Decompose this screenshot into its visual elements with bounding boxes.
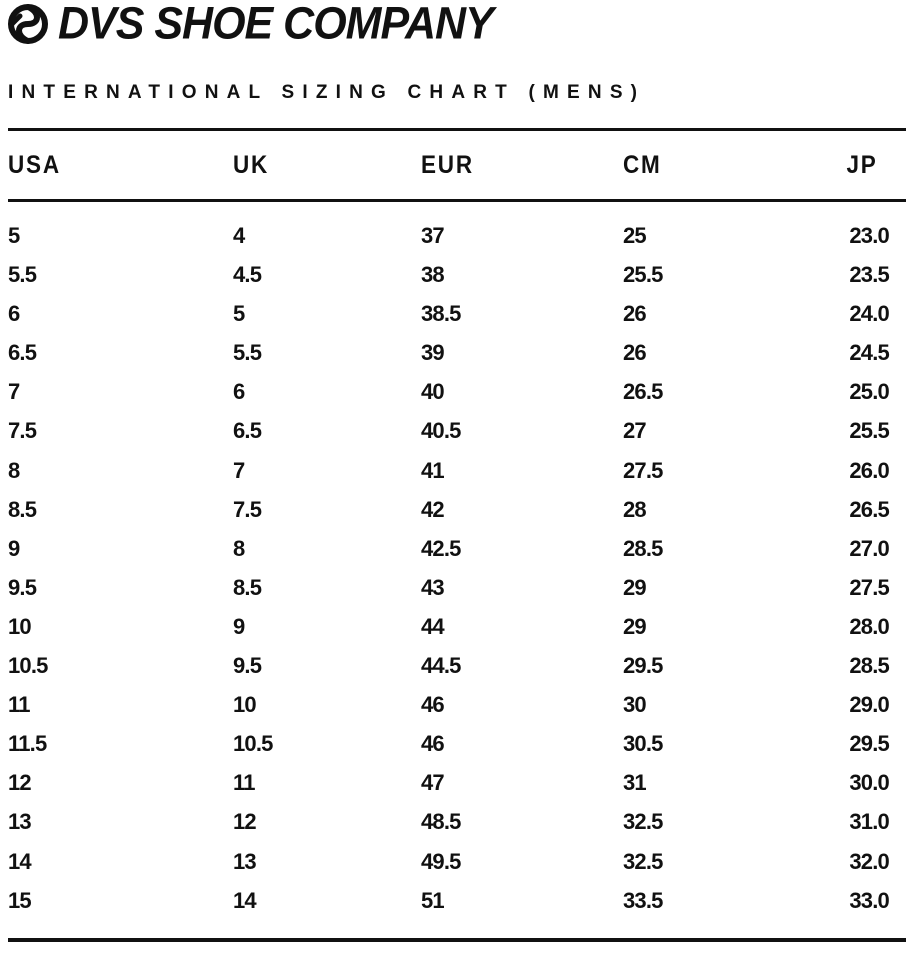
table-row xyxy=(0,726,912,765)
cell-eur: 46 xyxy=(421,731,444,757)
table-row xyxy=(0,609,912,648)
cell-cm: 31 xyxy=(623,770,646,796)
top-divider xyxy=(8,128,906,131)
cell-usa: 8.5 xyxy=(8,496,37,522)
cell-usa: 5.5 xyxy=(8,262,37,288)
table-row xyxy=(0,218,912,257)
cell-jp: 30.0 xyxy=(849,770,889,796)
cell-uk: 5.5 xyxy=(233,340,262,366)
cell-usa: 10 xyxy=(8,613,31,639)
column-header-cm: CM xyxy=(623,151,662,179)
cell-eur: 48.5 xyxy=(421,809,461,835)
cell-uk: 6 xyxy=(233,379,245,405)
cell-cm: 27.5 xyxy=(623,457,663,483)
cell-uk: 12 xyxy=(233,809,256,835)
cell-uk: 10.5 xyxy=(233,731,273,757)
cell-jp: 31.0 xyxy=(849,809,889,835)
cell-cm: 29 xyxy=(623,574,646,600)
cell-uk: 6.5 xyxy=(233,418,262,444)
table-row xyxy=(0,374,912,413)
cell-eur: 38.5 xyxy=(421,301,461,327)
cell-uk: 5 xyxy=(233,301,245,327)
cell-usa: 7 xyxy=(8,379,20,405)
cell-uk: 7 xyxy=(233,457,245,483)
cell-eur: 37 xyxy=(421,223,444,248)
cell-jp: 24.0 xyxy=(849,301,889,327)
cell-cm: 30.5 xyxy=(623,731,663,757)
cell-usa: 10.5 xyxy=(8,653,48,679)
cell-usa: 6.5 xyxy=(8,340,37,366)
cell-eur: 41 xyxy=(421,457,444,483)
brand-header xyxy=(6,0,493,50)
table-row xyxy=(0,257,912,296)
dvs-swirl-logo-icon xyxy=(6,2,50,46)
cell-eur: 51 xyxy=(421,887,444,913)
size-table-body xyxy=(0,218,912,922)
cell-eur: 42.5 xyxy=(421,535,461,561)
cell-usa: 11 xyxy=(8,692,30,718)
cell-eur: 44.5 xyxy=(421,653,461,679)
cell-cm: 33.5 xyxy=(623,887,663,913)
table-row xyxy=(0,804,912,843)
bottom-divider xyxy=(8,938,906,942)
cell-jp: 23.5 xyxy=(849,262,889,288)
cell-uk: 7.5 xyxy=(233,496,262,522)
column-header-uk: UK xyxy=(233,151,270,179)
cell-jp: 28.0 xyxy=(849,613,889,639)
cell-usa: 5 xyxy=(8,223,20,248)
cell-eur: 44 xyxy=(421,613,444,639)
cell-cm: 28.5 xyxy=(623,535,663,561)
table-row xyxy=(0,296,912,335)
cell-usa: 13 xyxy=(8,809,31,835)
table-row xyxy=(0,413,912,452)
cell-eur: 43 xyxy=(421,574,444,600)
table-row xyxy=(0,453,912,492)
cell-cm: 29.5 xyxy=(623,653,663,679)
cell-usa: 11.5 xyxy=(8,731,47,757)
cell-uk: 8 xyxy=(233,535,245,561)
header-divider xyxy=(8,199,906,202)
cell-jp: 23.0 xyxy=(849,223,889,248)
brand-name: DVS SHOE COMPANY xyxy=(58,0,493,50)
cell-cm: 26 xyxy=(623,301,646,327)
cell-uk: 10 xyxy=(233,692,256,718)
cell-usa: 15 xyxy=(8,887,31,913)
table-row xyxy=(0,570,912,609)
cell-usa: 14 xyxy=(8,848,31,874)
cell-uk: 11 xyxy=(233,770,255,796)
cell-jp: 25.0 xyxy=(849,379,889,405)
cell-cm: 29 xyxy=(623,613,646,639)
cell-jp: 26.5 xyxy=(849,496,889,522)
column-header-jp: JP xyxy=(846,151,878,179)
cell-usa: 12 xyxy=(8,770,31,796)
cell-jp: 24.5 xyxy=(849,340,889,366)
cell-jp: 27.5 xyxy=(849,574,889,600)
cell-jp: 29.0 xyxy=(849,692,889,718)
cell-eur: 47 xyxy=(421,770,444,796)
cell-usa: 8 xyxy=(8,457,20,483)
cell-eur: 39 xyxy=(421,340,444,366)
table-row xyxy=(0,765,912,804)
cell-cm: 27 xyxy=(623,418,646,444)
cell-cm: 26.5 xyxy=(623,379,663,405)
cell-jp: 26.0 xyxy=(849,457,889,483)
cell-usa: 9 xyxy=(8,535,20,561)
cell-eur: 38 xyxy=(421,262,444,288)
cell-jp: 33.0 xyxy=(849,887,889,913)
cell-jp: 27.0 xyxy=(849,535,889,561)
cell-eur: 42 xyxy=(421,496,444,522)
cell-cm: 32.5 xyxy=(623,848,663,874)
cell-cm: 30 xyxy=(623,692,646,718)
cell-cm: 32.5 xyxy=(623,809,663,835)
table-row xyxy=(0,687,912,726)
cell-jp: 28.5 xyxy=(849,653,889,679)
cell-jp: 25.5 xyxy=(849,418,889,444)
column-header-usa: USA xyxy=(8,151,61,179)
cell-jp: 32.0 xyxy=(849,848,889,874)
cell-eur: 40.5 xyxy=(421,418,461,444)
cell-cm: 25 xyxy=(623,223,646,248)
cell-uk: 4.5 xyxy=(233,262,262,288)
cell-uk: 8.5 xyxy=(233,574,262,600)
chart-subtitle: INTERNATIONAL SIZING CHART (MENS) xyxy=(8,82,646,103)
table-row xyxy=(0,531,912,570)
table-row xyxy=(0,335,912,374)
table-row xyxy=(0,492,912,531)
cell-uk: 14 xyxy=(233,887,256,913)
cell-uk: 13 xyxy=(233,848,256,874)
cell-eur: 40 xyxy=(421,379,444,405)
cell-eur: 49.5 xyxy=(421,848,461,874)
cell-usa: 9.5 xyxy=(8,574,37,600)
table-row xyxy=(0,883,912,922)
column-header-eur: EUR xyxy=(421,151,474,179)
table-row xyxy=(0,648,912,687)
cell-cm: 25.5 xyxy=(623,262,663,288)
cell-uk: 9 xyxy=(233,613,245,639)
cell-cm: 28 xyxy=(623,496,646,522)
cell-usa: 6 xyxy=(8,301,20,327)
cell-jp: 29.5 xyxy=(849,731,889,757)
cell-cm: 26 xyxy=(623,340,646,366)
cell-uk: 9.5 xyxy=(233,653,262,679)
cell-eur: 46 xyxy=(421,692,444,718)
table-row xyxy=(0,844,912,883)
cell-uk: 4 xyxy=(233,223,245,248)
cell-usa: 7.5 xyxy=(8,418,37,444)
